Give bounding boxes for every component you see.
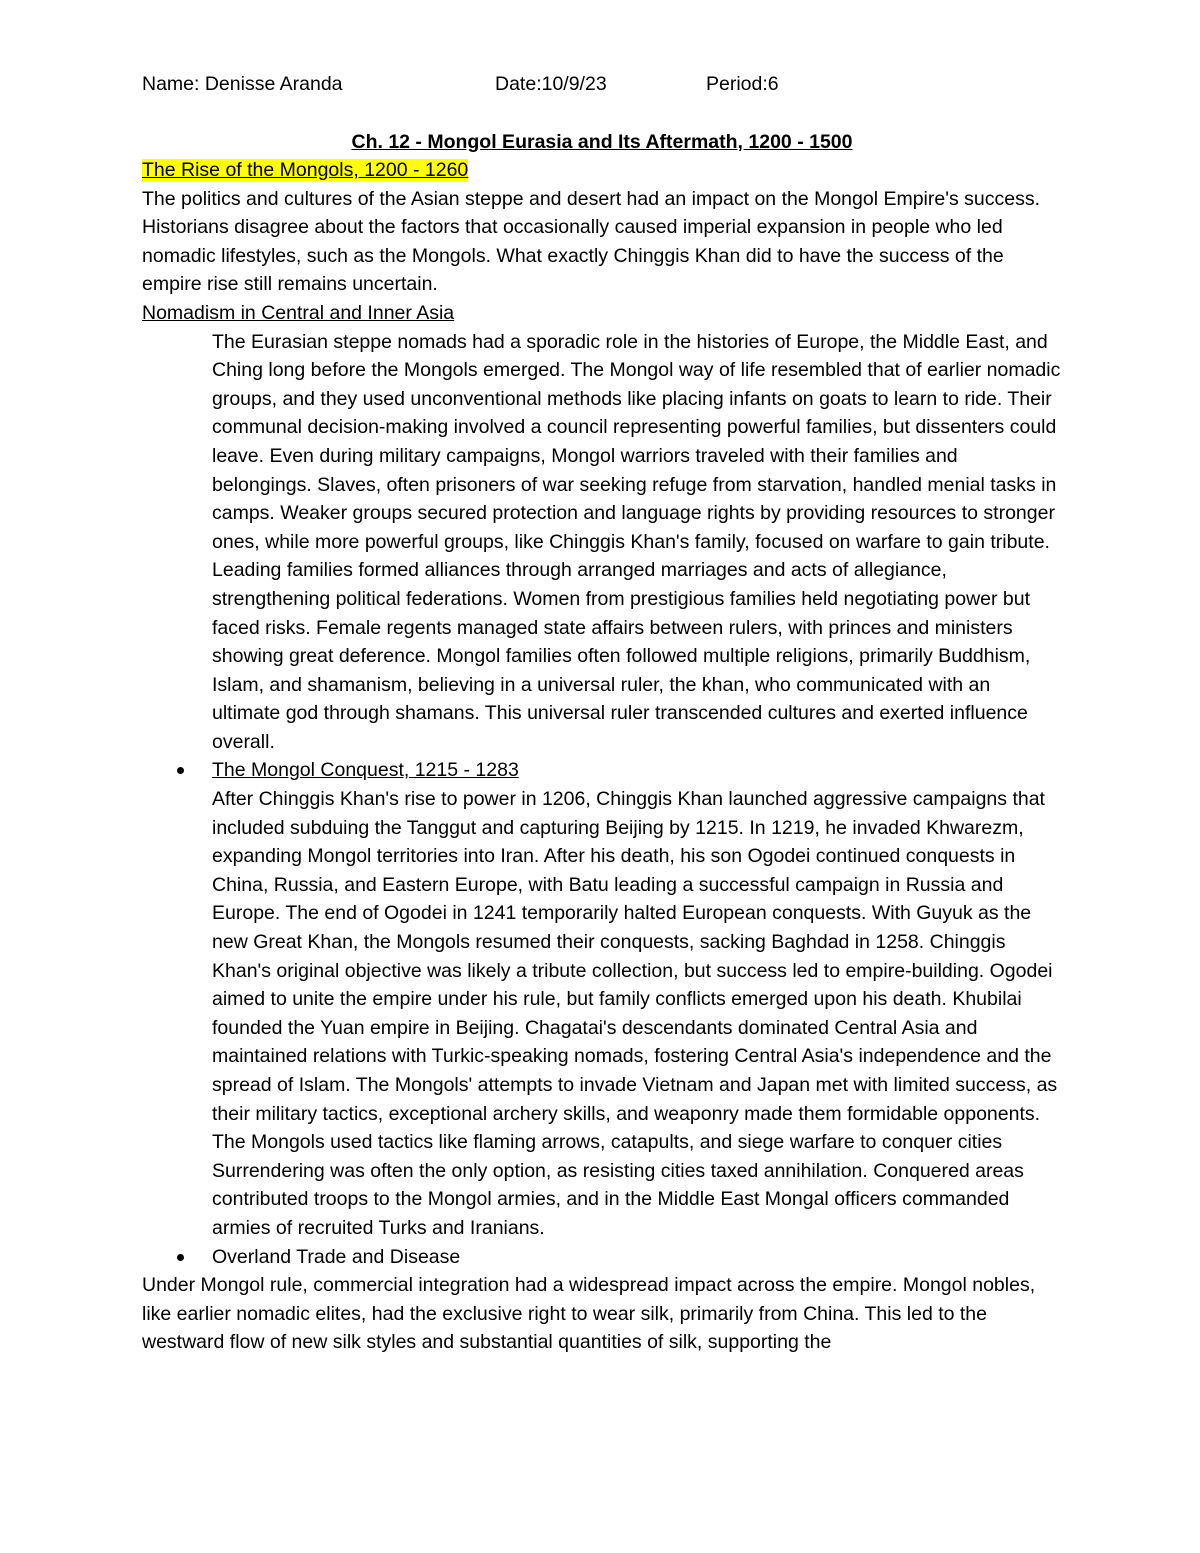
period-field: Period:6: [706, 73, 779, 95]
list-item: [142, 1243, 1062, 1272]
paragraph-conquest: After Chinggis Khan's rise to power in 1206, Chinggis Khan launched aggressive campaigns that included subduing the Tanggut and capturing Beijing by 1215. In 1219, he invaded Khwarezm, expanding Mongol territories into Iran. After his death, his son Ogodei continued conquests in China, Russia, and Eastern Europe, with Batu leading a successful campaign in Russia and Europe. The end of Ogodei in 1241 temporarily halted European conquests. With Guyuk as the new Great Khan, the Mongols resumed their conquests, sacking Baghdad in 1258. Chinggis Khan's original objective was likely a tribute collection, but success led to empire-building. Ogodei aimed to unite the empire under his rule, but family conflicts emerged upon his death. Khubilai founded the Yuan empire in Beijing. Chagatai's descendants dominated Central Asia and maintained relations with Turkic-speaking nomads, fostering Central Asia's independence and the spread of Islam. The Mongols' attempts to invade Vietnam and Japan met with limited success, as their military tactics, exceptional archery skills, and weaponry made them formidable opponents. The Mongols used tactics like flaming arrows, catapults, and siege warfare to conquer cities Surrendering was often the only option, as resisting cities taxed annihilation. Conquered areas contributed troops to the Mongol armies, and in the Middle East Mongal officers commanded armies of recruited Turks and Iranians.: [212, 788, 1058, 1239]
section-trade: [142, 1243, 1062, 1357]
student-name: Name: Denisse Aranda: [142, 73, 343, 95]
section-heading-trade: Overland Trade and Disease: [212, 1245, 461, 1268]
paragraph-nomadism: The Eurasian steppe nomads had a sporadic role in the histories of Europe, the Middle East, and Ching long before the Mongols emerged. The Mongol way of life resembled that of earlier nomadic groups, and they used unconventional methods like placing infants on goats to learn to ride. Their communal decision-making involved a council representing powerful families, but dissenters could leave. Even during military campaigns, Mongol warriors traveled with their families and belongings. Slaves, often prisoners of war seeking refuge from starvation, handled menial tasks in camps. Weaker groups secured protection and language rights by providing resources to stronger ones, while more powerful groups, like Chinggis Khan's family, focused on warfare to gain tribute. Leading families formed alliances through arranged marriages and acts of allegiance, strengthening political federations. Women from prestigious families held negotiating power but faced risks. Female regents managed state affairs between rulers, with princes and ministers showing great deference. Mongol families often followed multiple religions, primarily Buddhism, Islam, and shamanism, believing in a universal ruler, the khan, who communicated with an ultimate god through shamans. This universal ruler transcended cultures and exerted influence overall.: [212, 330, 1061, 753]
section-heading-conquest: The Mongol Conquest, 1215 - 1283: [212, 759, 519, 782]
section-rise: [142, 156, 1062, 299]
section-heading-rise: The Rise of the Mongols, 1200 - 1260: [142, 159, 469, 181]
bullet-icon: [177, 1254, 184, 1261]
date-field: Date:10/9/23: [495, 73, 607, 95]
bullet-icon: [177, 767, 184, 774]
paragraph-trade: Under Mongol rule, commercial integration had a widespread impact across the empire. Mongol nobles, like earlier nomadic elites, had the exclusive right to wear silk, primarily from China. This led to the westward flow of new silk styles and substantial quantities of silk, supporting the: [142, 1274, 1036, 1354]
chapter-title: Ch. 12 - Mongol Eurasia and Its Aftermath, 1200 - 1500: [351, 131, 853, 153]
section-heading-nomadism: Nomadism in Central and Inner Asia: [142, 301, 455, 324]
section-conquest: [142, 756, 1062, 1242]
document-body: [142, 156, 1062, 1357]
header-row: [142, 70, 1062, 98]
list-item: [142, 756, 1062, 785]
paragraph-rise: The politics and cultures of the Asian steppe and desert had an impact on the Mongol Empire's success. Historians disagree about the factors that occasionally caused imperial expansion in people who led nomadic lifestyles, such as the Mongols. What exactly Chinggis Khan did to have the success of the empire rise still remains uncertain.: [142, 187, 1040, 296]
section-nomadism: [142, 299, 1062, 757]
